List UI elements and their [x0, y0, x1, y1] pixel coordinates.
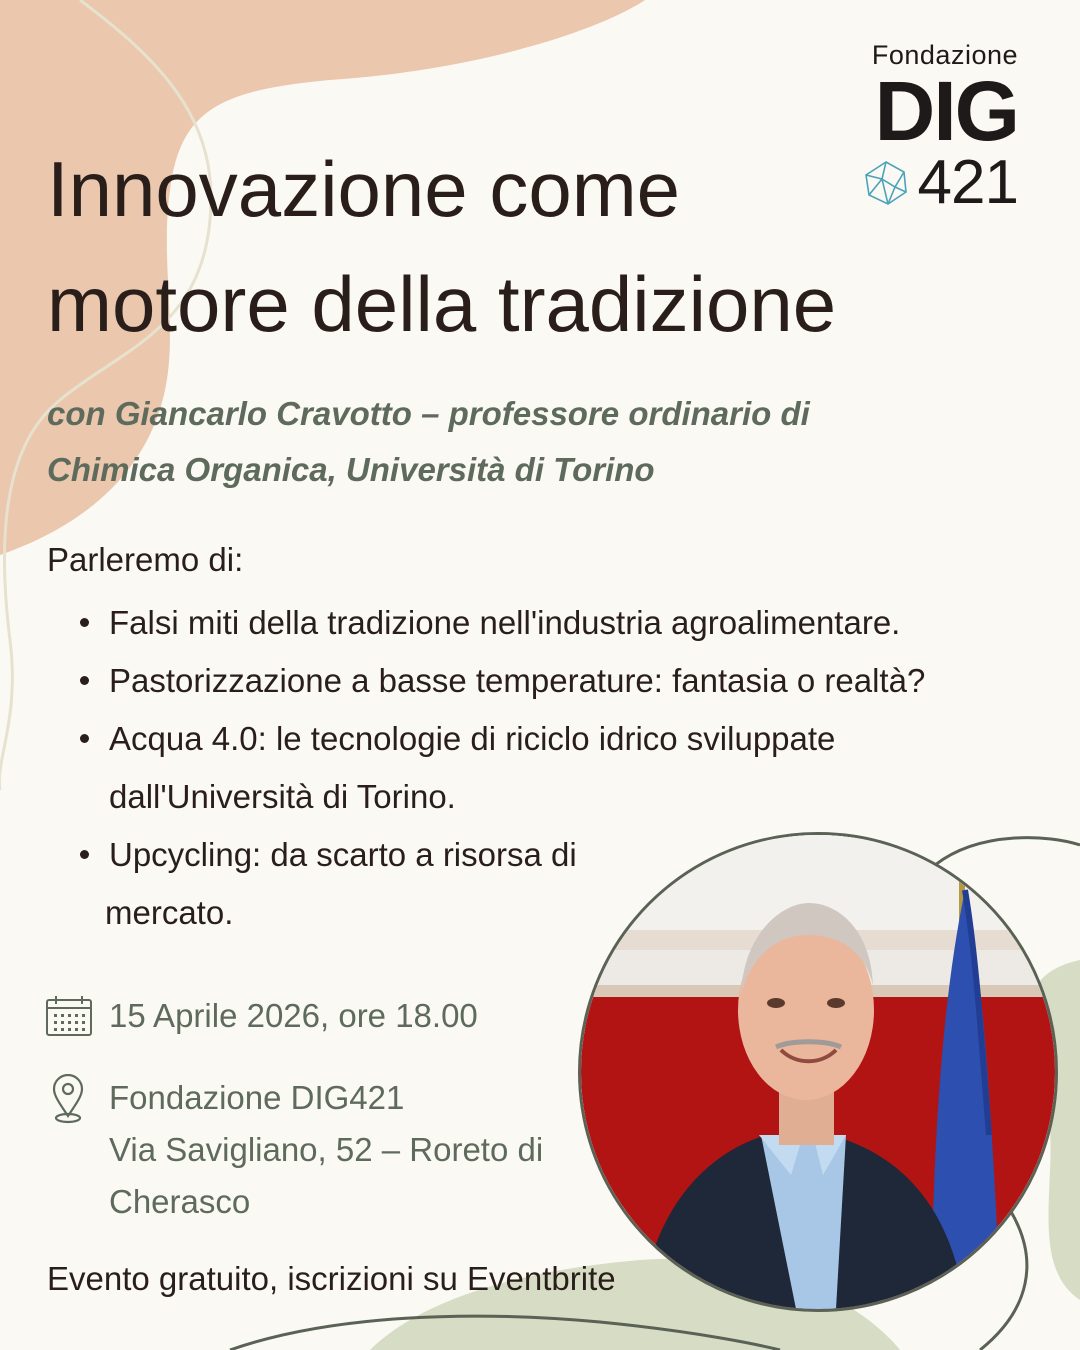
topic-text: Acqua 4.0: le tecnologie di riciclo idrico sviluppate	[109, 720, 836, 757]
topic-text-continued: dall'Università di Torino.	[109, 778, 456, 815]
title-line-1: Innovazione come	[47, 145, 681, 233]
logo-421-text: 421	[917, 148, 1018, 217]
venue-name: Fondazione DIG421	[109, 1079, 405, 1116]
topic-text: Upcycling: da scarto a risorsa di	[109, 836, 577, 873]
list-item	[78, 652, 1038, 710]
subtitle-line-1: con Giancarlo Cravotto – professore ordinario di	[47, 395, 810, 432]
venue-address-line-2: Cherasco	[109, 1183, 251, 1220]
location-pin-icon	[50, 1074, 86, 1126]
speaker-subtitle	[47, 386, 947, 498]
event-date-row	[45, 995, 478, 1037]
speaker-portrait-illustration	[581, 835, 1055, 1309]
event-title	[47, 132, 1007, 362]
event-location-text	[109, 1072, 543, 1228]
topic-text: Pastorizzazione a basse temperature: fantasia o realtà?	[109, 662, 926, 699]
registration-note: Evento gratuito, iscrizioni su Eventbrite	[47, 1260, 616, 1297]
list-item	[78, 594, 1038, 652]
topic-text: Falsi miti della tradizione nell'industria agroalimentare.	[109, 604, 901, 641]
logo-dig-text: DIG	[874, 64, 1018, 158]
event-date-text: 15 Aprile 2026, ore 18.00	[109, 997, 478, 1034]
list-item	[78, 710, 1038, 826]
event-location-row	[50, 1072, 543, 1228]
logo-fondazione-text: Fondazione	[871, 40, 1018, 70]
title-line-2: motore della tradizione	[47, 260, 837, 348]
subtitle-line-2: Chimica Organica, Università di Torino	[47, 451, 655, 488]
venue-address-line-1: Via Savigliano, 52 – Roreto di	[109, 1131, 544, 1168]
topic-text-continued: mercato.	[105, 894, 234, 931]
topics-intro: Parleremo di:	[47, 541, 244, 578]
calendar-icon	[45, 995, 93, 1037]
speaker-photo	[578, 832, 1058, 1312]
